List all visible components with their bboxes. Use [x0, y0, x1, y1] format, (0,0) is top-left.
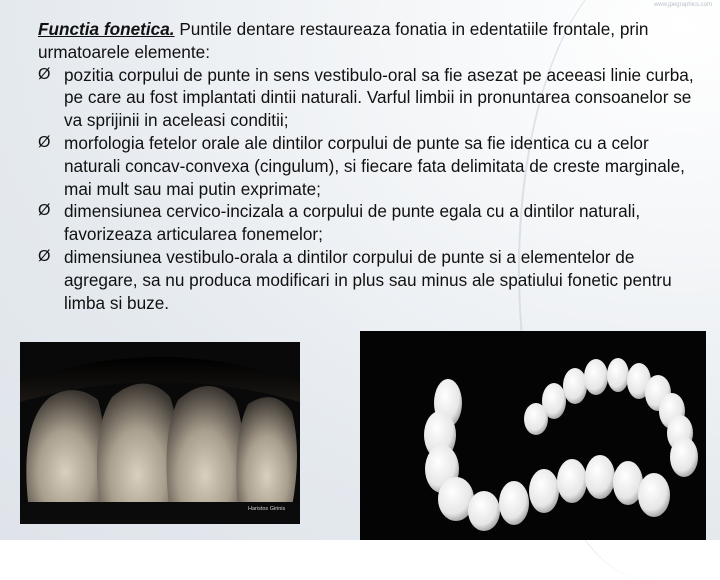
teeth-closeup-photo — [20, 342, 300, 524]
bullet-list — [38, 64, 700, 315]
body-text — [38, 18, 700, 314]
list-item-text: morfologia fetelor orale ale dintilor corpului de punte sa fie identica cu a celor naturali concav-convexa (cingulum), si fiecare fata delimitata de creste marginale, mai mult sau mai putin exprimate; — [64, 132, 685, 199]
teeth-closeup-illustration — [20, 342, 300, 524]
list-item — [38, 132, 700, 200]
list-item-text: pozitia corpului de punte in sens vestibulo-oral sa fie asezat pe aceeasi linie curba, pe care au fost implantati dintii naturali. Varful limbii in pronuntarea consoanelor se va sprijinii in aceleasi conditii; — [64, 64, 694, 131]
watermark: www.jpegraphics.com — [653, 2, 712, 8]
list-item — [38, 200, 700, 246]
arrow-bullet-icon: Ø — [38, 65, 51, 83]
dental-bridge-illustration — [360, 331, 706, 540]
list-item-text: dimensiunea cervico-incizala a corpului de punte egala cu a dintilor naturali, favorizeaza articularea fonemelor; — [64, 201, 641, 245]
list-item — [38, 64, 700, 132]
dental-bridge-photo — [360, 331, 706, 540]
section-title: Functia fonetica. — [38, 19, 175, 39]
photo-credit: Haristos Girinis — [248, 506, 286, 512]
intro-text: Puntile dentare restaureaza fonatia in edentatiile frontale, prin urmatoarele elemente: — [38, 19, 649, 62]
arrow-bullet-icon: Ø — [38, 133, 51, 151]
arrow-bullet-icon: Ø — [38, 202, 51, 220]
arrow-bullet-icon: Ø — [38, 247, 51, 265]
list-item — [38, 246, 700, 314]
list-item-text: dimensiunea vestibulo-orala a dintilor corpului de punte si a elementelor de agregare, sa nu produca modificari in plus sau minus ale spatiului fonetic pentru limba si buze. — [64, 246, 672, 313]
